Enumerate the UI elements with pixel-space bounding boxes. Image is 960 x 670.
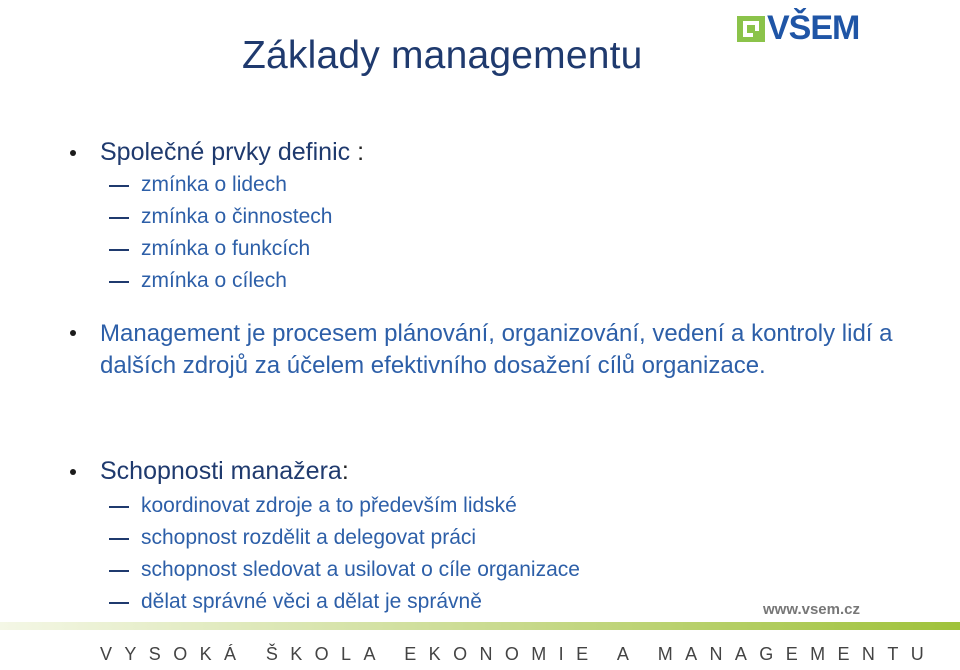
dash-marker bbox=[109, 249, 129, 251]
slide-title: Základy managementu bbox=[242, 34, 643, 77]
bullet-dot bbox=[70, 469, 76, 475]
logo-text: VŠEM bbox=[767, 9, 860, 47]
section-1-heading-text: Společné prvky definic bbox=[100, 138, 351, 166]
footer-rule bbox=[0, 622, 960, 630]
dash-marker bbox=[109, 281, 129, 283]
dash-marker bbox=[109, 506, 129, 508]
dash-marker bbox=[109, 217, 129, 219]
list-item-text: schopnost sledovat a usilovat o cíle organizace bbox=[141, 558, 580, 581]
list-item-text: zmínka o cílech bbox=[141, 269, 287, 292]
website-label: www.vsem.cz bbox=[763, 601, 860, 618]
dash-marker bbox=[109, 538, 129, 540]
management-definition: Management je procesem plánování, organizování, vedení a kontroly lidí a dalších zdrojů za účelem efektivního dosažení cílů organizace. bbox=[100, 320, 893, 379]
dash-marker bbox=[109, 602, 129, 604]
section-1-heading-suffix: : bbox=[350, 138, 365, 166]
list-item-text: koordinovat zdroje a to především lidské bbox=[141, 494, 517, 517]
list-item-text: zmínka o funkcích bbox=[141, 237, 311, 260]
list-item-text: zmínka o lidech bbox=[141, 173, 287, 196]
list-item-text: zmínka o činnostech bbox=[141, 205, 333, 228]
bullet-dot bbox=[70, 150, 76, 156]
vsem-logo bbox=[737, 9, 865, 47]
footer-school-name: VYSOKÁ ŠKOLA EKONOMIE A MANAGEMENTU bbox=[100, 644, 937, 664]
list-item-text: dělat správné věci a dělat je správně bbox=[141, 590, 482, 613]
section-3-heading-suffix: : bbox=[341, 457, 349, 485]
dash-marker bbox=[109, 185, 129, 187]
list-item-text: schopnost rozdělit a delegovat práci bbox=[141, 526, 477, 549]
section-1-heading bbox=[100, 138, 364, 167]
bullet-dot bbox=[70, 330, 76, 336]
dash-marker bbox=[109, 570, 129, 572]
logo-mark-icon bbox=[737, 16, 765, 42]
section-3-heading-text: Schopnosti manažera bbox=[100, 457, 342, 485]
section-3-heading bbox=[100, 457, 349, 486]
